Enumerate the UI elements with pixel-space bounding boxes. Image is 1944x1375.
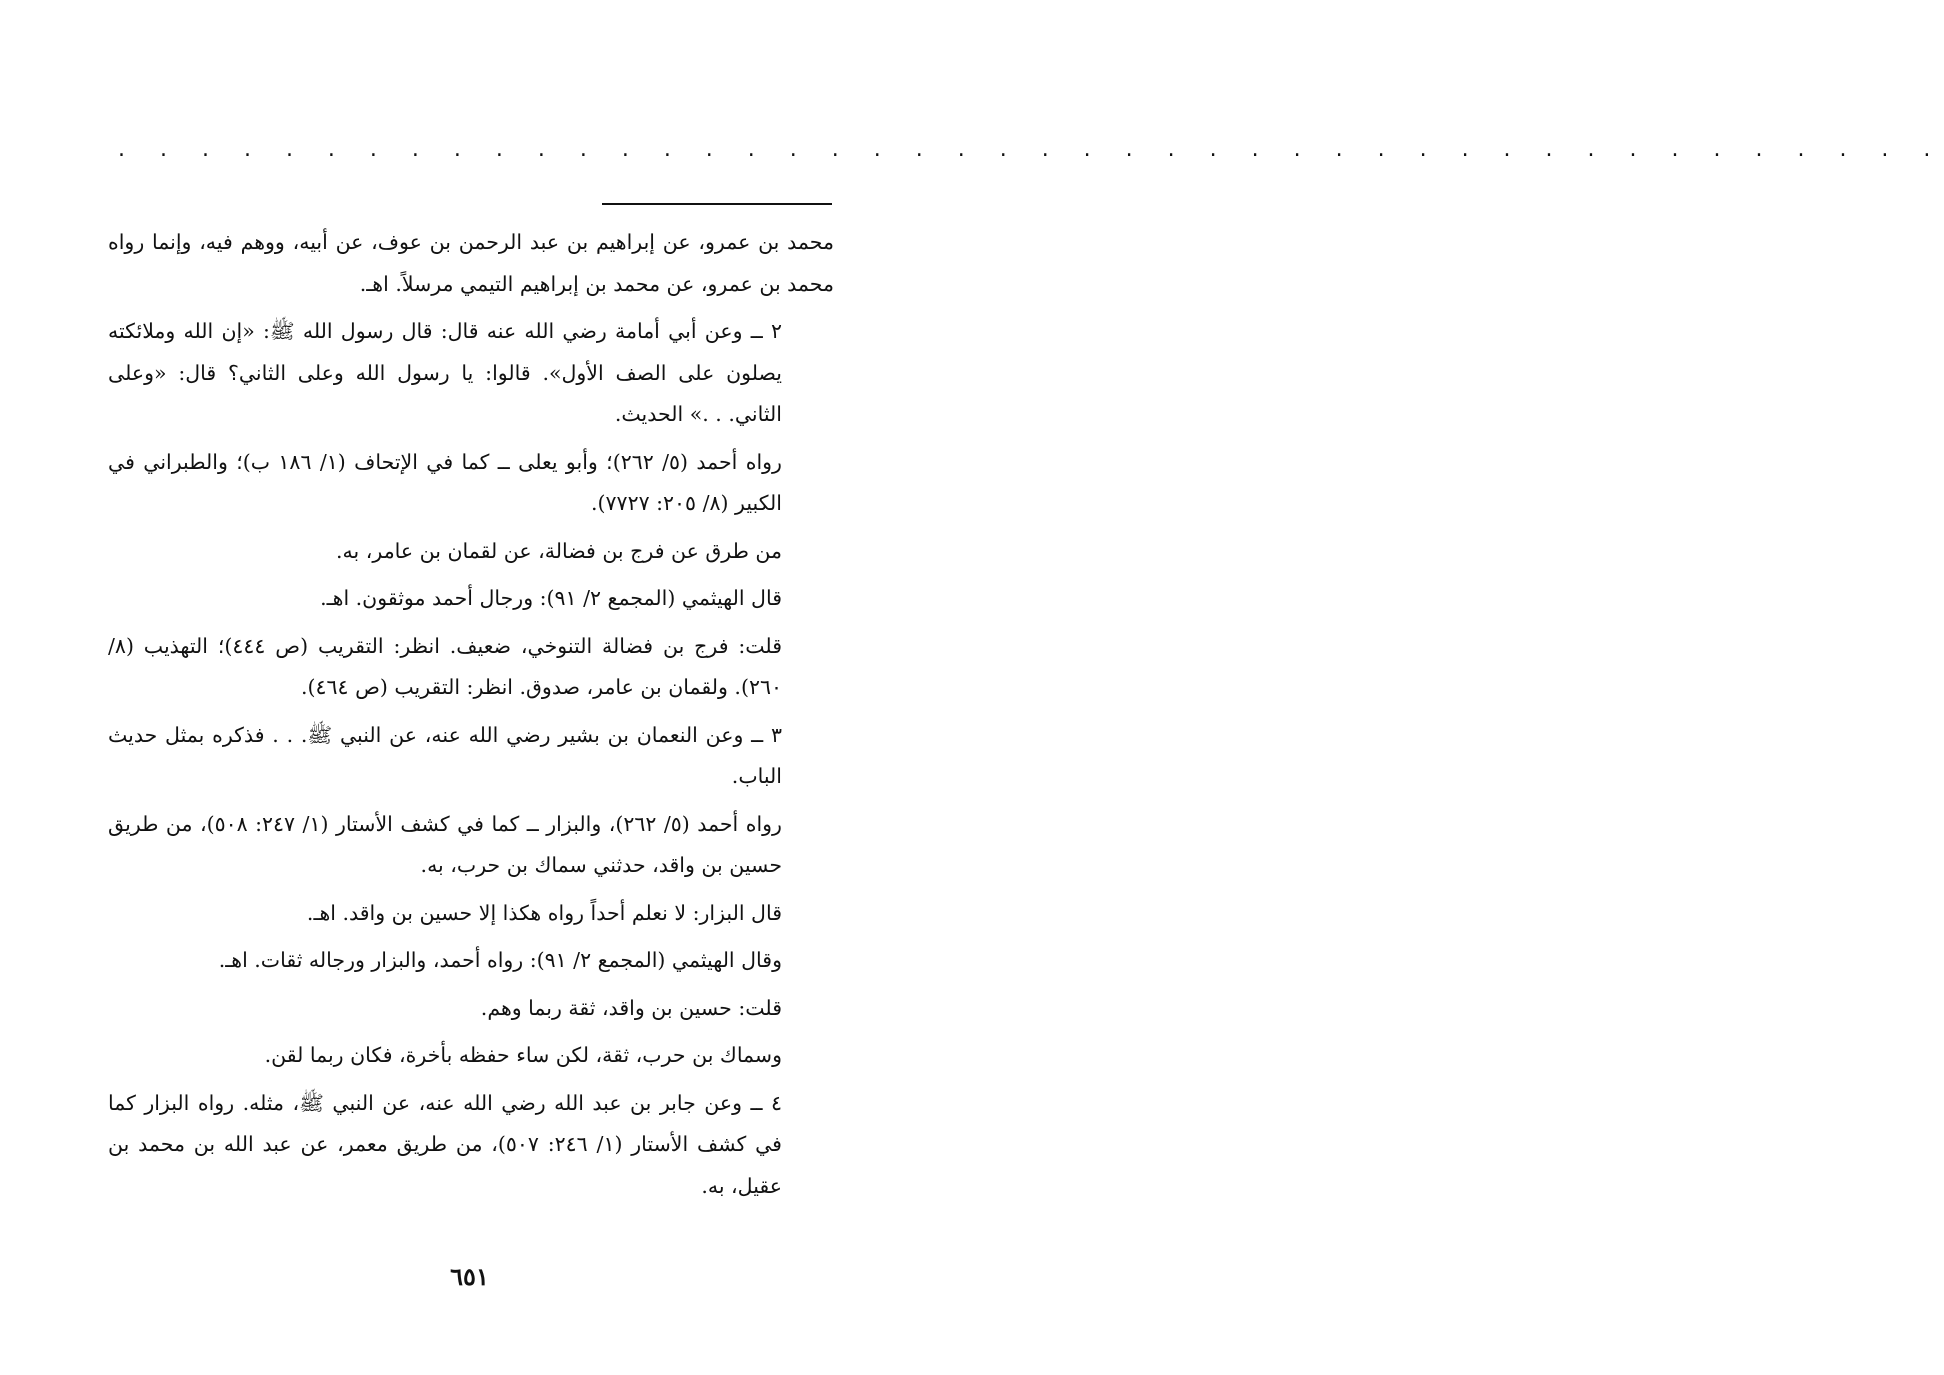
- paragraph-hadith-3: ٣ ــ وعن النعمان بن بشير رضي الله عنه، عن النبي ﷺ. . . فذكره بمثل حديث الباب.: [108, 722, 782, 788]
- paragraph-note-2: قلت: فرج بن فضالة التنوخي، ضعيف. انظر: التقريب (ص ٤٤٤)؛ التهذيب (٨/ ٢٦٠). ولقمان بن عامر، صدوق. انظر: التقريب (ص ٤٦٤).: [108, 633, 782, 699]
- paragraph-takhrij-2: رواه أحمد (٥/ ٢٦٢)؛ وأبو يعلى ــ كما في الإتحاف (١/ ١٨٦ ب)؛ والطبراني في الكبير (٨/ ٢٠٥: ٧٧٢٧).: [108, 449, 782, 515]
- page-body: [108, 222, 834, 1213]
- paragraph-turuq-2: من طرق عن فرج بن فضالة، عن لقمان بن عامر، به.: [336, 538, 782, 563]
- paragraph-takhrij-3: رواه أحمد (٥/ ٢٦٢)، والبزار ــ كما في كشف الأستار (١/ ٢٤٧: ٥٠٨)، من طريق حسين بن واقد، حدثني سماك بن حرب، به.: [108, 811, 782, 877]
- paragraph-note-3a: قلت: حسين بن واقد، ثقة ربما وهم.: [480, 995, 782, 1020]
- page-number: ٦٥١: [450, 1262, 489, 1291]
- footnote-rule: [602, 203, 832, 205]
- paragraph-haythami-2: قال الهيثمي (المجمع ٢/ ٩١): ورجال أحمد موثقون. اهـ.: [320, 586, 782, 610]
- dotted-separator: . . . . . . . . . . . . . . . . . . . . . . . . . . . . . . . . . . . . . . . . . . . .: [118, 137, 1944, 162]
- paragraph-haythami-3: وقال الهيثمي (المجمع ٢/ ٩١): رواه أحمد، والبزار ورجاله ثقات. اهـ.: [218, 948, 782, 972]
- paragraph-continuation: محمد بن عمرو، عن إبراهيم بن عبد الرحمن بن عوف، عن أبيه، ووهم فيه، وإنما رواه محمد بن عمرو، عن محمد بن إبراهيم التيمي مرسلاً. اهـ.: [108, 230, 834, 296]
- paragraph-hadith-2: ٢ ــ وعن أبي أمامة رضي الله عنه قال: قال رسول الله ﷺ: «إن الله وملائكته يصلون على الصف الأول». قالوا: يا رسول الله وعلى الثاني؟ قال: «وعلى الثاني. . .» الحديث.: [108, 319, 782, 426]
- paragraph-note-3b: وسماك بن حرب، ثقة، لكن ساء حفظه بأخرة، فكان ربما لقن.: [264, 1043, 782, 1067]
- paragraph-bazzar-3: قال البزار: لا نعلم أحداً رواه هكذا إلا حسين بن واقد. اهـ.: [306, 900, 782, 925]
- paragraph-hadith-4: ٤ ــ وعن جابر بن عبد الله رضي الله عنه، عن النبي ﷺ، مثله. رواه البزار كما في كشف الأستار (١/ ٢٤٦: ٥٠٧)، من طريق معمر، عن عبد الله بن محمد بن عقيل، به.: [108, 1090, 782, 1198]
